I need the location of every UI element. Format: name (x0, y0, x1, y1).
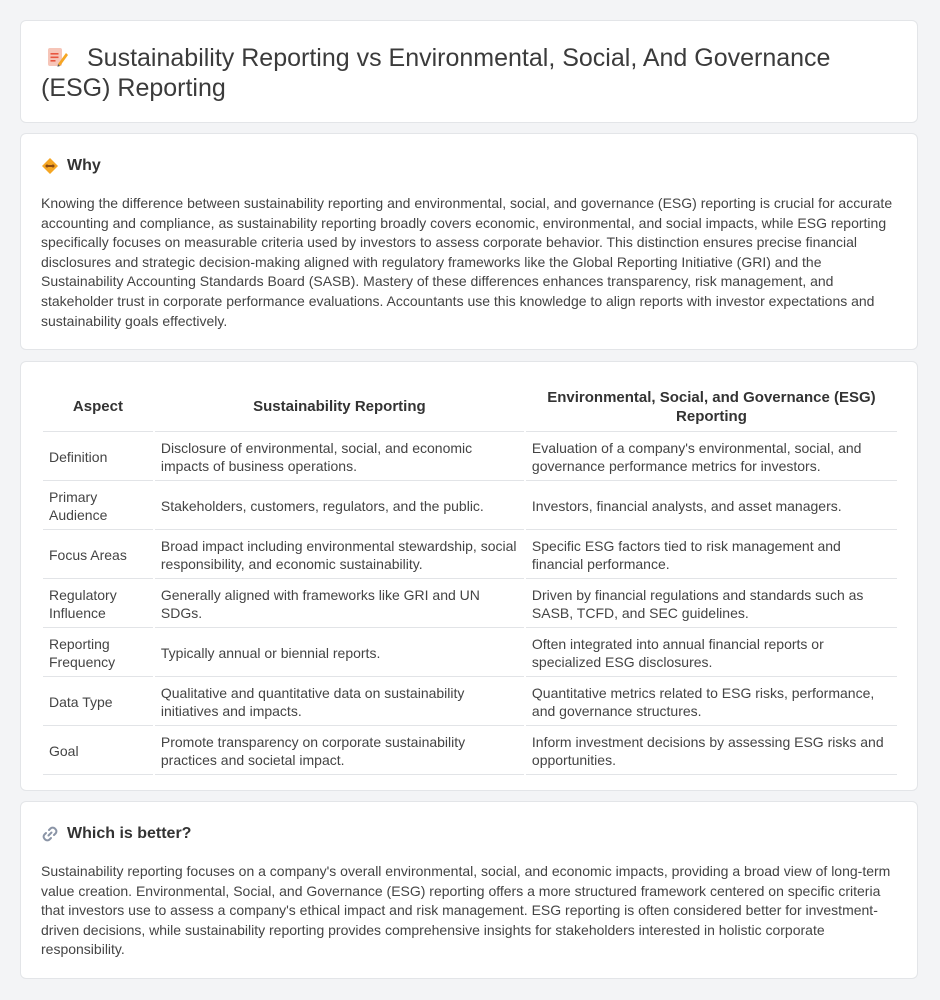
why-heading-row (41, 156, 101, 176)
header-esg: Environmental, Social, and Governance (ESG) Reporting (526, 382, 897, 432)
comparison-table (41, 380, 899, 777)
page-title (41, 43, 891, 103)
table-row (43, 483, 897, 530)
esg-cell: Evaluation of a company's environmental, social, and governance performance metrics for investors. (526, 434, 897, 481)
aspect-cell: Focus Areas (43, 532, 153, 579)
esg-cell: Inform investment decisions by assessing ESG risks and opportunities. (526, 728, 897, 775)
aspect-cell: Data Type (43, 679, 153, 726)
table-header-row (43, 382, 897, 432)
esg-cell: Driven by financial regulations and standards such as SASB, TCFD, and SEC guidelines. (526, 581, 897, 628)
link-icon (41, 825, 59, 843)
table-row (43, 630, 897, 677)
table-row (43, 532, 897, 579)
sustainability-cell: Promote transparency on corporate sustainability practices and societal impact. (155, 728, 524, 775)
better-heading: Which is better? (67, 825, 192, 842)
title-card (20, 20, 918, 123)
which-is-better-section (20, 801, 918, 979)
sustainability-cell: Broad impact including environmental stewardship, social responsibility, and economic sustainability. (155, 532, 524, 579)
table-row (43, 434, 897, 481)
table-row (43, 728, 897, 775)
sustainability-cell: Generally aligned with frameworks like GRI and UN SDGs. (155, 581, 524, 628)
table-row (43, 679, 897, 726)
better-text: Sustainability reporting focuses on a company's overall environmental, social, and economic impacts, providing a broad view of long-term value creation. Environmental, Social, and Governance (ESG) reporting offers a more structured framework centered on specific criteria that investors use to assess a company's ethical impact and risk management. ESG reporting is often considered better for investment-driven decisions, while sustainability reporting provides comprehensive insights for stakeholders interested in holistic corporate responsibility. (41, 863, 891, 958)
aspect-cell: Goal (43, 728, 153, 775)
why-heading: Why (67, 157, 101, 174)
diamond-warning-icon (41, 157, 59, 175)
esg-cell: Often integrated into annual financial reports or specialized ESG disclosures. (526, 630, 897, 677)
sustainability-cell: Qualitative and quantitative data on sustainability initiatives and impacts. (155, 679, 524, 726)
why-section (20, 133, 918, 350)
comparison-section (20, 361, 918, 791)
table-row (43, 581, 897, 628)
why-text: Knowing the difference between sustainability reporting and environmental, social, and governance (ESG) reporting is crucial for accurate accounting and compliance, as sustainability reporting broadly covers economic, environmental, and social impacts, while ESG reporting specifically focuses on measurable criteria used by investors to assess corporate behavior. This distinction ensures precise financial disclosures and strategic decision-making aligned with regulatory frameworks like the Global Reporting Initiative (GRI) and the Sustainability Accounting Standards Board (SASB). Mastery of these differences enhances transparency, risk management, and stakeholder trust in corporate performance evaluations. Accountants use this knowledge to align reports with investor expectations and sustainability goals effectively. (41, 195, 893, 329)
aspect-cell: Primary Audience (43, 483, 153, 530)
sustainability-cell: Stakeholders, customers, regulators, and the public. (155, 483, 524, 530)
sustainability-cell: Typically annual or biennial reports. (155, 630, 524, 677)
aspect-cell: Regulatory Influence (43, 581, 153, 628)
aspect-cell: Definition (43, 434, 153, 481)
esg-cell: Specific ESG factors tied to risk management and financial performance. (526, 532, 897, 579)
header-aspect: Aspect (43, 382, 153, 432)
esg-cell: Investors, financial analysts, and asset managers. (526, 483, 897, 530)
sustainability-cell: Disclosure of environmental, social, and economic impacts of business operations. (155, 434, 524, 481)
memo-pencil-icon (45, 45, 69, 69)
page-title-text: Sustainability Reporting vs Environmental, Social, And Governance (ESG) Reporting (41, 44, 831, 102)
esg-cell: Quantitative metrics related to ESG risks, performance, and governance structures. (526, 679, 897, 726)
header-sustainability: Sustainability Reporting (155, 382, 524, 432)
better-heading-row (41, 824, 191, 844)
aspect-cell: Reporting Frequency (43, 630, 153, 677)
